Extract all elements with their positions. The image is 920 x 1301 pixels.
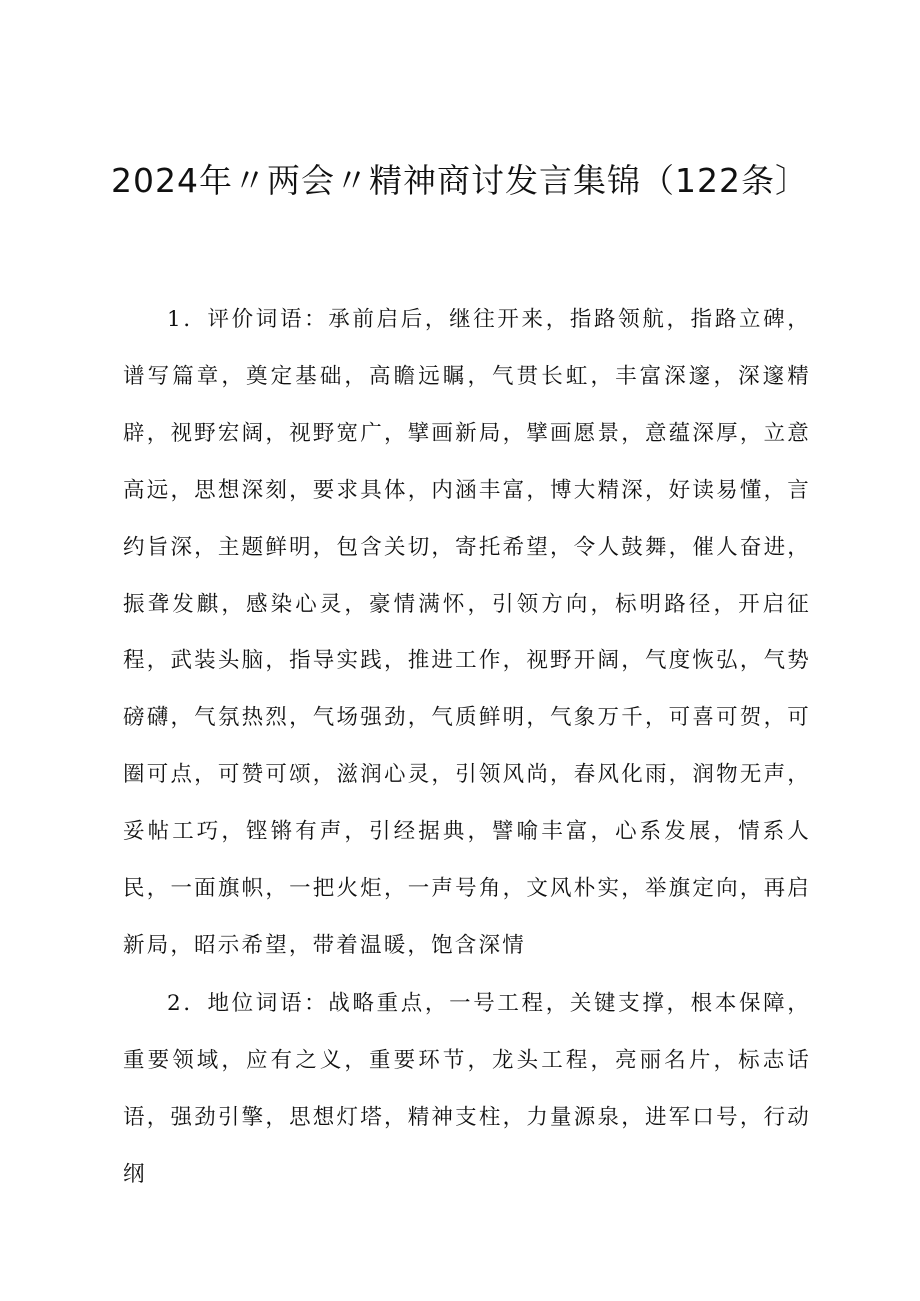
paragraph-evaluation-terms: 1．评价词语：承前启后，继往开来，指路领航，指路立碑，谱写篇章，奠定基础，高瞻远瞩，气贯长虹，丰富深邃，深邃精辟，视野宏阔，视野宽广，擘画新局，擘画愿景，意蕴深厚，立意高远，思想深刻，要求具体，内涵丰富，博大精深，好读易懂，言约旨深，主题鲜明，包含关切，寄托希望，令人鼓舞，催人奋进，振聋发麒，感染心灵，豪情满怀，引领方向，标明路径，开启征程，武装头脑，指导实践，推进工作，视野开阔，气度恢弘，气势磅礴，气氛热烈，气场强劲，气质鲜明，气象万千，可喜可贺，可圈可点，可赞可颂，滋润心灵，引领风尚，春风化雨，润物无声，妥帖工巧，铿锵有声，引经据典，譬喻丰富，心系发展，情系人民，一面旗帜，一把火炬，一声号角，文风朴实，举旗定向，再启新局，昭示希望，带着温暖，饱含深情	[123, 307, 811, 958]
document-title: 2024年〃两会〃精神商讨发言集锦（122条〕	[111, 161, 809, 200]
paragraph-status-terms: 2．地位词语：战略重点，一号工程，关键支撑，根本保障，重要领域，应有之义，重要环节，龙头工程，亮丽名片，标志话语，强劲引擎，思想灯塔，精神支柱，力量源泉，进军口号，行动纲	[123, 991, 811, 1187]
